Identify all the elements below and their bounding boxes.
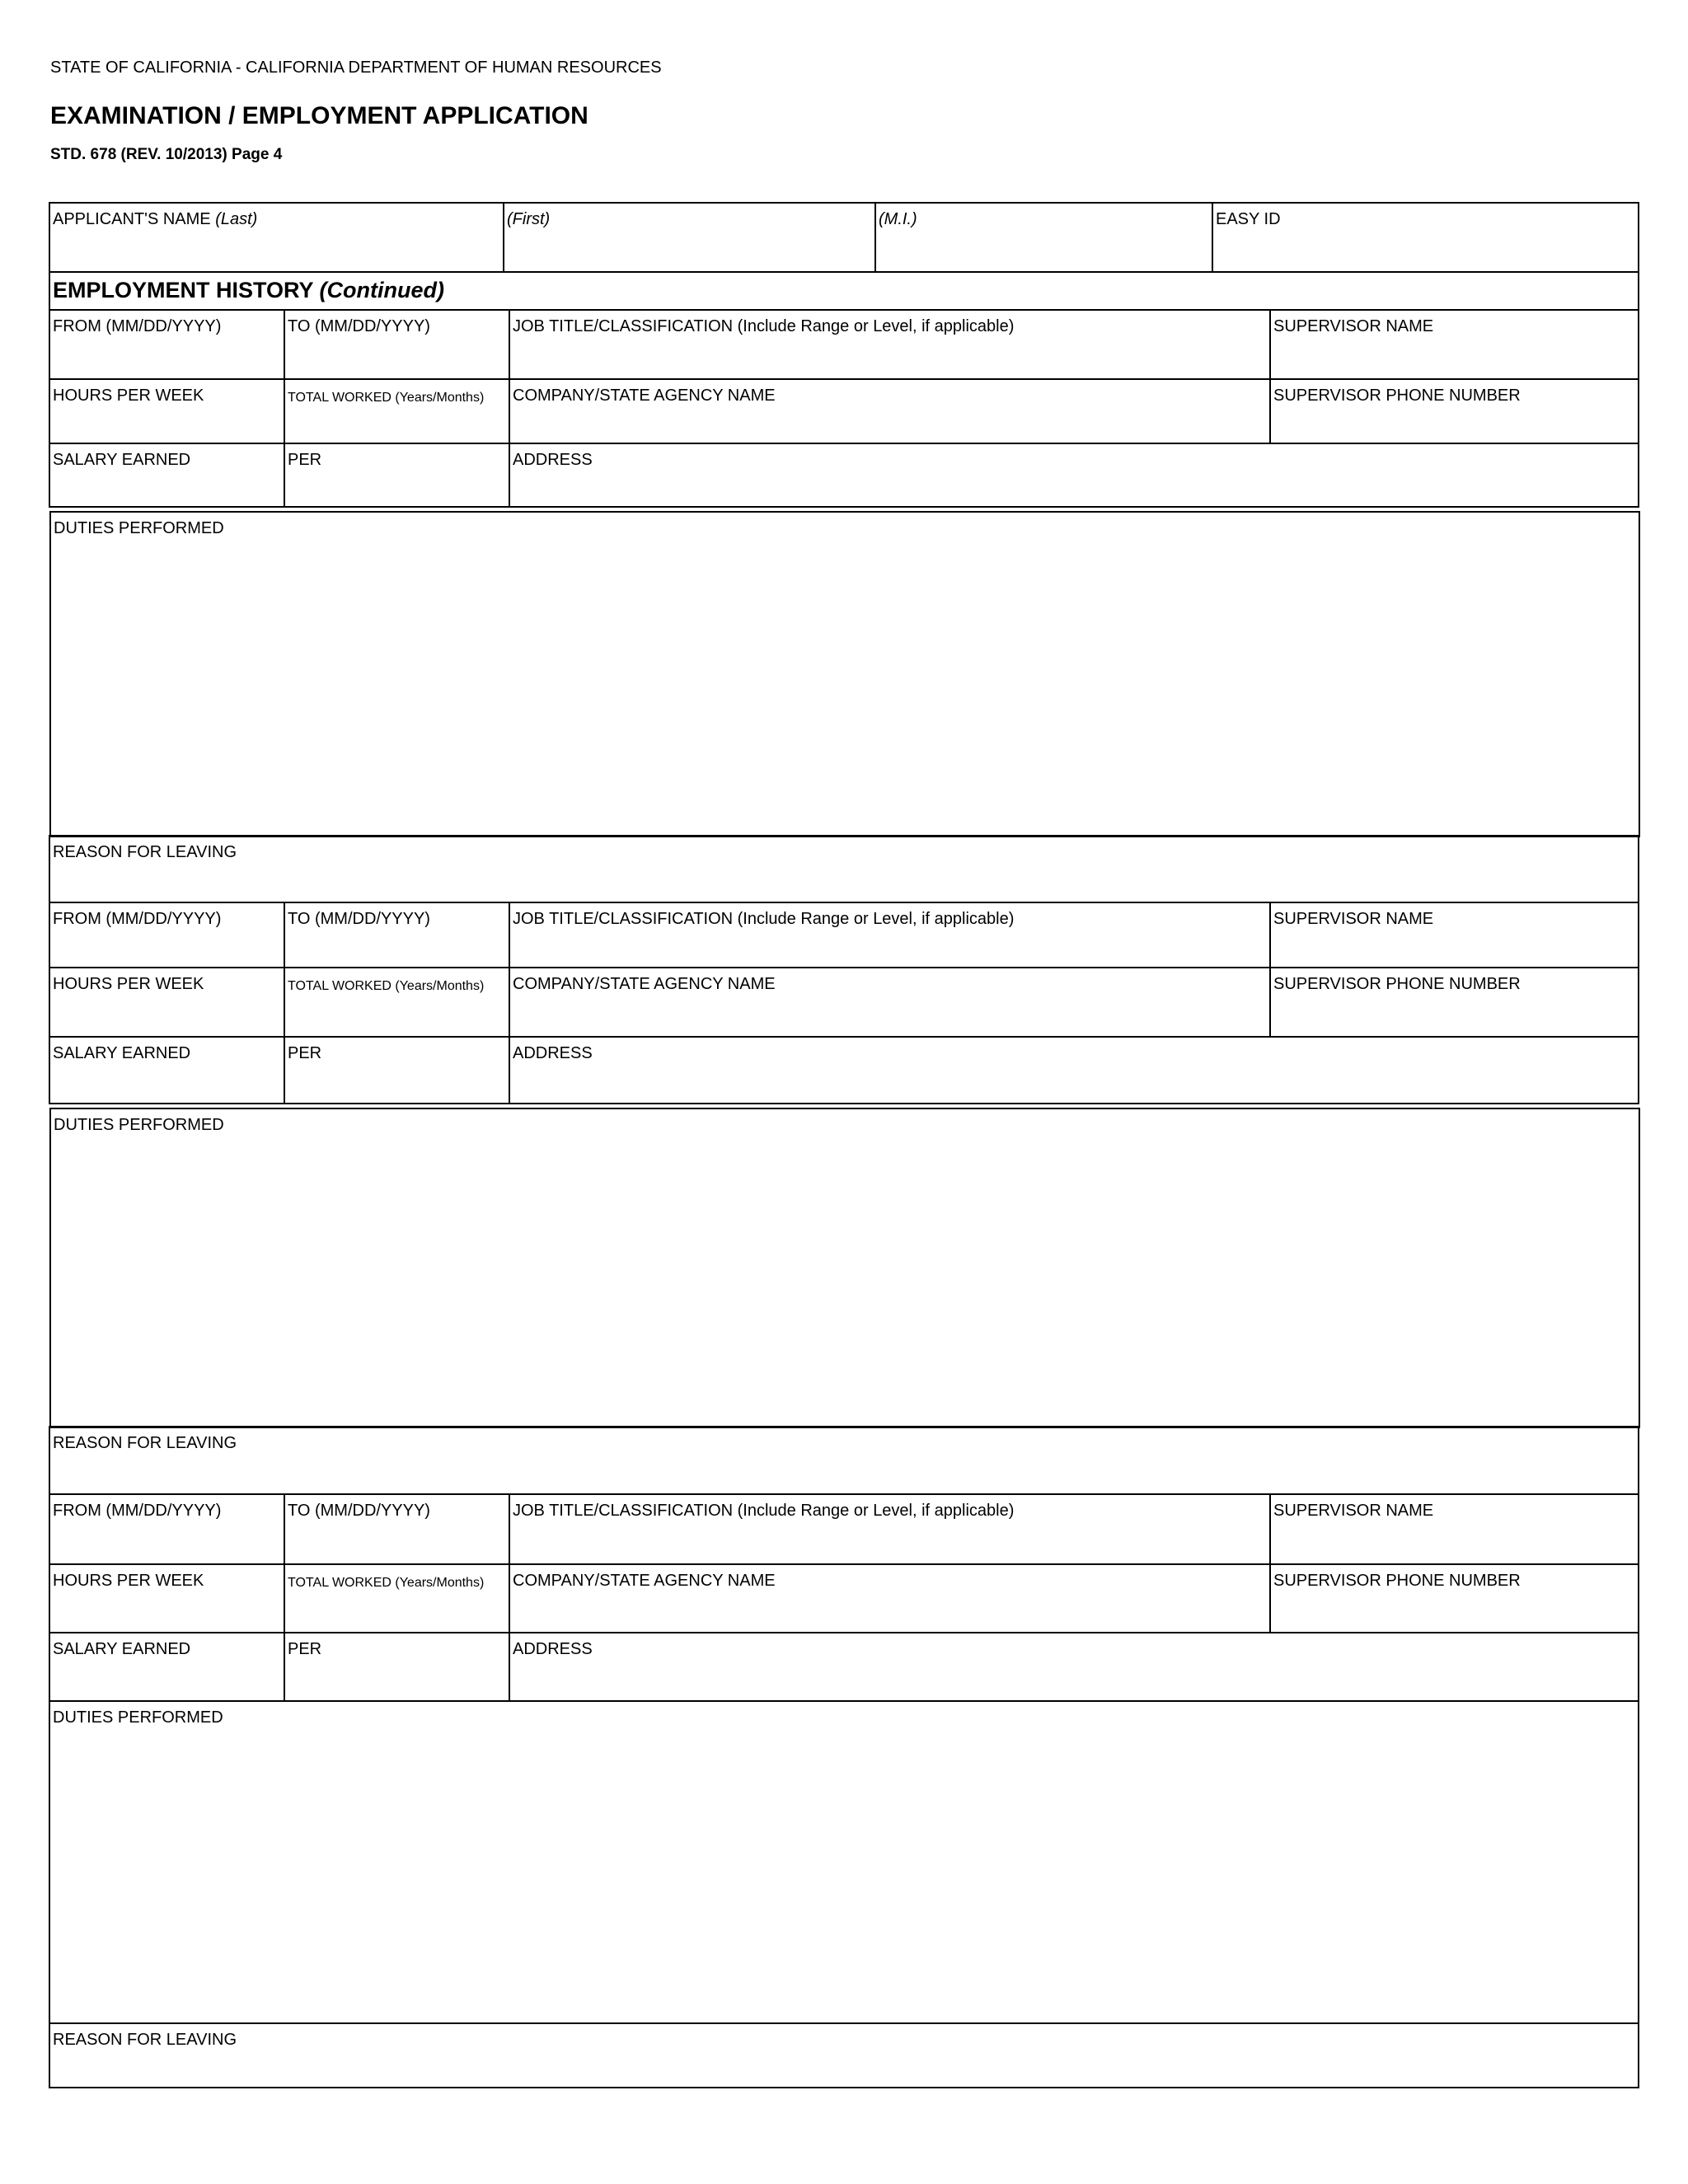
address-field[interactable]	[509, 1632, 1638, 1700]
job-title-label: JOB TITLE/CLASSIFICATION (Include Range or Level, if applicable)	[513, 1502, 1015, 1520]
supervisor-phone-field[interactable]	[1269, 967, 1638, 1036]
duties-performed-field[interactable]	[50, 1700, 1638, 2022]
employment-history-section-header	[49, 271, 1639, 311]
company-name-field[interactable]	[509, 967, 1269, 1036]
total-worked-label: TOTAL WORKED (Years/Months)	[288, 391, 485, 405]
job-title-field[interactable]	[509, 903, 1269, 967]
reason-for-leaving-label: REASON FOR LEAVING	[53, 843, 237, 861]
total-worked-label: TOTAL WORKED (Years/Months)	[288, 979, 485, 993]
supervisor-phone-label: SUPERVISOR PHONE NUMBER	[1273, 975, 1521, 993]
easy-id-label: EASY ID	[1216, 210, 1281, 228]
hours-per-week-field[interactable]	[50, 378, 284, 443]
middle-initial-label: (M.I.)	[879, 210, 917, 228]
reason-for-leaving-label: REASON FOR LEAVING	[53, 2031, 237, 2049]
supervisor-name-field[interactable]	[1269, 1495, 1638, 1563]
company-name-label: COMPANY/STATE AGENCY NAME	[513, 975, 776, 993]
salary-earned-label: SALARY EARNED	[53, 451, 191, 469]
easy-id-field[interactable]	[1212, 204, 1638, 271]
from-date-label: FROM (MM/DD/YYYY)	[53, 910, 222, 928]
per-field[interactable]	[284, 1632, 509, 1700]
hours-per-week-field[interactable]	[50, 1563, 284, 1632]
salary-earned-field[interactable]	[50, 1036, 284, 1103]
address-label: ADDRESS	[513, 1640, 593, 1658]
total-worked-field[interactable]	[284, 967, 509, 1036]
applicant-name-row	[49, 202, 1639, 273]
supervisor-phone-label: SUPERVISOR PHONE NUMBER	[1273, 1572, 1521, 1590]
reason-for-leaving-label: REASON FOR LEAVING	[53, 1434, 237, 1452]
last-name-label: APPLICANT'S NAME (Last)	[53, 210, 258, 228]
per-field[interactable]	[284, 443, 509, 506]
hours-per-week-field[interactable]	[50, 967, 284, 1036]
salary-earned-label: SALARY EARNED	[53, 1044, 191, 1062]
supervisor-phone-label: SUPERVISOR PHONE NUMBER	[1273, 387, 1521, 405]
per-field[interactable]	[284, 1036, 509, 1103]
duties-performed-label: DUTIES PERFORMED	[53, 1708, 223, 1727]
company-name-field[interactable]	[509, 378, 1269, 443]
to-date-label: TO (MM/DD/YYYY)	[288, 910, 430, 928]
duties-performed-field[interactable]	[49, 1108, 1640, 1428]
address-field[interactable]	[509, 443, 1638, 506]
total-worked-label: TOTAL WORKED (Years/Months)	[288, 1576, 485, 1590]
to-date-field[interactable]	[284, 903, 509, 967]
hours-per-week-label: HOURS PER WEEK	[53, 1572, 204, 1590]
reason-for-leaving-field[interactable]	[49, 1426, 1639, 1495]
company-name-label: COMPANY/STATE AGENCY NAME	[513, 1572, 776, 1590]
per-label: PER	[288, 451, 322, 469]
address-label: ADDRESS	[513, 451, 593, 469]
employment-entry-1-details	[49, 309, 1639, 508]
duties-performed-label: DUTIES PERFORMED	[54, 1116, 224, 1134]
duties-performed-label: DUTIES PERFORMED	[54, 519, 224, 537]
supervisor-name-field[interactable]	[1269, 903, 1638, 967]
company-name-label: COMPANY/STATE AGENCY NAME	[513, 387, 776, 405]
supervisor-name-label: SUPERVISOR NAME	[1273, 910, 1434, 928]
form-title: EXAMINATION / EMPLOYMENT APPLICATION	[50, 102, 588, 129]
address-label: ADDRESS	[513, 1044, 593, 1062]
section-title: EMPLOYMENT HISTORY (Continued)	[53, 278, 444, 302]
to-date-field[interactable]	[284, 311, 509, 378]
total-worked-field[interactable]	[284, 1563, 509, 1632]
hours-per-week-label: HOURS PER WEEK	[53, 387, 204, 405]
to-date-label: TO (MM/DD/YYYY)	[288, 317, 430, 335]
job-title-field[interactable]	[509, 1495, 1269, 1563]
per-label: PER	[288, 1640, 322, 1658]
first-name-label: (First)	[507, 210, 551, 228]
reason-for-leaving-field[interactable]	[50, 2022, 1638, 2087]
middle-initial-field[interactable]	[874, 204, 1212, 271]
hours-per-week-label: HOURS PER WEEK	[53, 975, 204, 993]
company-name-field[interactable]	[509, 1563, 1269, 1632]
to-date-field[interactable]	[284, 1495, 509, 1563]
job-title-field[interactable]	[509, 311, 1269, 378]
total-worked-field[interactable]	[284, 378, 509, 443]
supervisor-name-field[interactable]	[1269, 311, 1638, 378]
reason-for-leaving-field[interactable]	[49, 835, 1639, 903]
salary-earned-label: SALARY EARNED	[53, 1640, 191, 1658]
from-date-label: FROM (MM/DD/YYYY)	[53, 1502, 222, 1520]
supervisor-phone-field[interactable]	[1269, 378, 1638, 443]
job-title-label: JOB TITLE/CLASSIFICATION (Include Range or Level, if applicable)	[513, 317, 1015, 335]
from-date-field[interactable]	[50, 903, 284, 967]
job-title-label: JOB TITLE/CLASSIFICATION (Include Range or Level, if applicable)	[513, 910, 1015, 928]
supervisor-name-label: SUPERVISOR NAME	[1273, 317, 1434, 335]
first-name-field[interactable]	[503, 204, 874, 271]
from-date-label: FROM (MM/DD/YYYY)	[53, 317, 222, 335]
to-date-label: TO (MM/DD/YYYY)	[288, 1502, 430, 1520]
from-date-field[interactable]	[50, 311, 284, 378]
per-label: PER	[288, 1044, 322, 1062]
salary-earned-field[interactable]	[50, 443, 284, 506]
supervisor-name-label: SUPERVISOR NAME	[1273, 1502, 1434, 1520]
employment-entry-2-details	[49, 902, 1639, 1104]
agency-name: STATE OF CALIFORNIA - CALIFORNIA DEPARTMENT OF HUMAN RESOURCES	[50, 59, 662, 77]
from-date-field[interactable]	[50, 1495, 284, 1563]
form-number: STD. 678 (REV. 10/2013) Page 4	[50, 146, 283, 163]
supervisor-phone-field[interactable]	[1269, 1563, 1638, 1632]
last-name-field[interactable]	[50, 204, 503, 271]
address-field[interactable]	[509, 1036, 1638, 1103]
employment-entry-3-details	[49, 1493, 1639, 2088]
duties-performed-field[interactable]	[49, 511, 1640, 837]
salary-earned-field[interactable]	[50, 1632, 284, 1700]
